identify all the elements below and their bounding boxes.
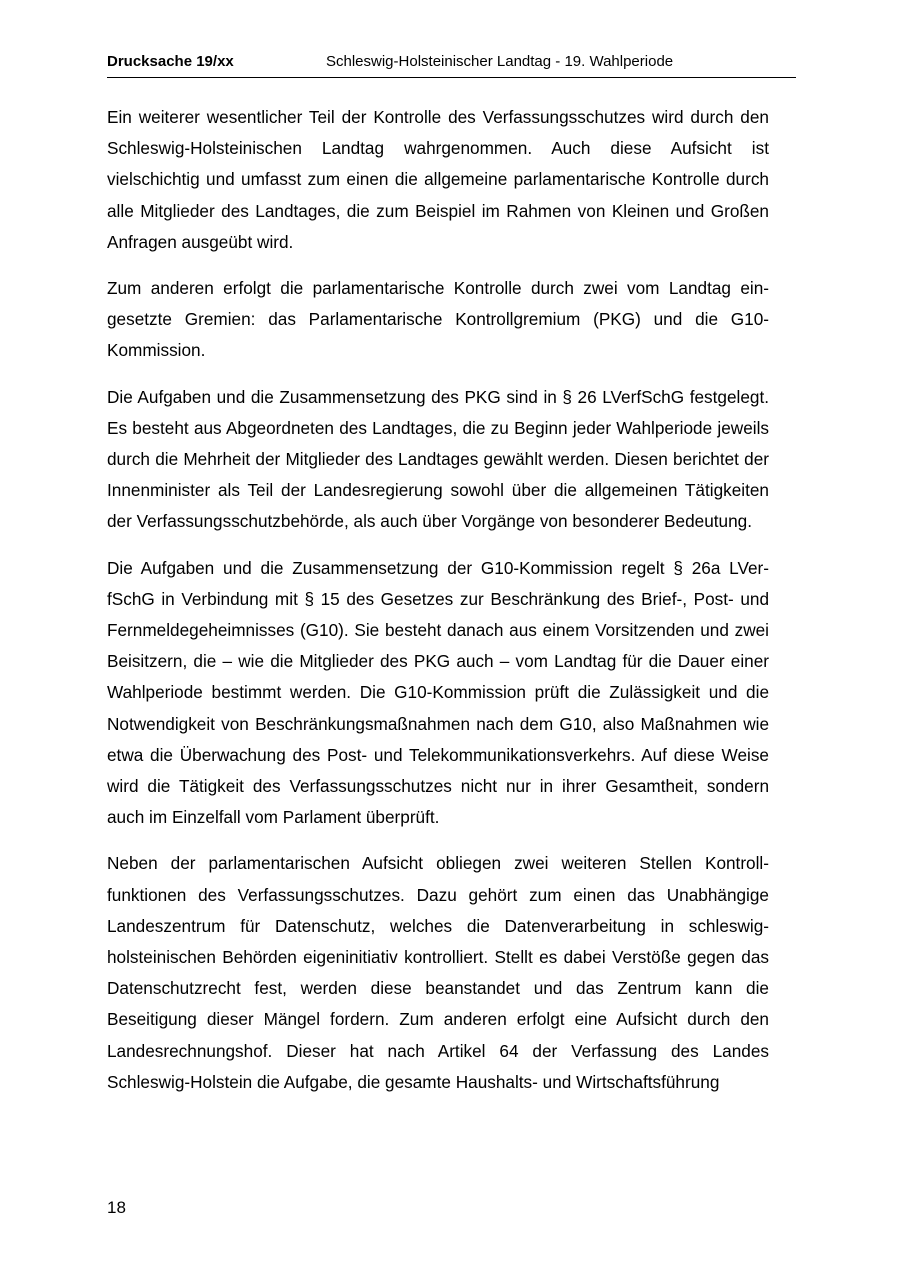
- paragraph-3: Die Aufgaben und die Zusammensetzung des PKG sind in § 26 LVerfSchG festgelegt. Es besteht aus Abgeordneten des Landtages, die zu Beginn jeder Wahlperiode jeweils durch die Mehrheit der Mitglieder des Landtages gewählt werden. Diesen berichtet der Innenminister als Teil der Landesregierung sowohl über die allgemeinen Tätigkeiten der Verfassungsschutzbehörde, als auch über Vorgänge von besonderer Bedeutung.: [107, 386, 769, 532]
- page-body: [107, 102, 769, 1113]
- document-title: Schleswig-Holsteinischer Landtag - 19. Wahlperiode: [326, 53, 674, 70]
- paragraph-1: Ein weiterer wesentlicher Teil der Kontrolle des Verfassungsschutzes wird durch den Schleswig-Holsteinischen Landtag wahrgenommen. Auch diese Aufsicht ist vielschichtig und umfasst zum einen die allgemeine parlamentarische Kontrolle durch alle Mitglieder des Landtages, die zum Beispiel im Rahmen von Kleinen und Großen Anfragen ausgeübt wird.: [107, 107, 769, 252]
- page-header: [107, 50, 796, 78]
- page-number: 18: [107, 1198, 126, 1217]
- paragraph-5: Neben der parlamentarischen Aufsicht obliegen zwei weiteren Stellen Kontrollfunktionen des Verfassungsschutzes. Dazu gehört zum einen das Unabhängige Landeszentrum für Datenschutz, welches die Datenverarbeitung in schleswigholsteinischen Behörden eigeninitiativ kontrolliert. Stellt es dabei Verstöße gegen das Datenschutzrecht fest, werden diese beanstandet und das Zentrum kann die Beseitigung dieser Mängel fordern. Zum anderen erfolgt eine Aufsicht durch den Landesrechnungshof. Dieser hat nach Artikel 64 der Verfassung des Landes Schleswig-Holstein die Aufgabe, die gesamte Haushalts- und Wirtschaftsführung: [107, 853, 769, 1092]
- paragraph-4: Die Aufgaben und die Zusammensetzung der G10-Kommission regelt § 26a LVerfSchG in Verbindung mit § 15 des Gesetzes zur Beschränkung des Brief-, Post- und Fernmeldegeheimnisses (G10). Sie besteht danach aus einem Vorsitzenden und zwei Beisitzern, die – wie die Mitglieder des PKG auch – vom Landtag für die Dauer einer Wahlperiode bestimmt werden. Die G10-Kommission prüft die Zulässigkeit und die Notwendigkeit von Beschränkungsmaßnahmen nach dem G10, also Maßnahmen wie etwa die Überwachung des Post- und Telekommunikationsverkehrs. Auf diese Weise wird die Tätigkeit des Verfassungsschutzes nicht nur in ihrer Gesamtheit, sondern auch im Einzelfall vom Parlament überprüft.: [107, 557, 769, 828]
- paragraph-2: Zum anderen erfolgt die parlamentarische Kontrolle durch zwei vom Landtag eingesetzte Gremien: das Parlamentarische Kontrollgremium (PKG) und die G10-Kommission.: [107, 278, 769, 361]
- document-number: Drucksache 19/xx: [107, 53, 234, 70]
